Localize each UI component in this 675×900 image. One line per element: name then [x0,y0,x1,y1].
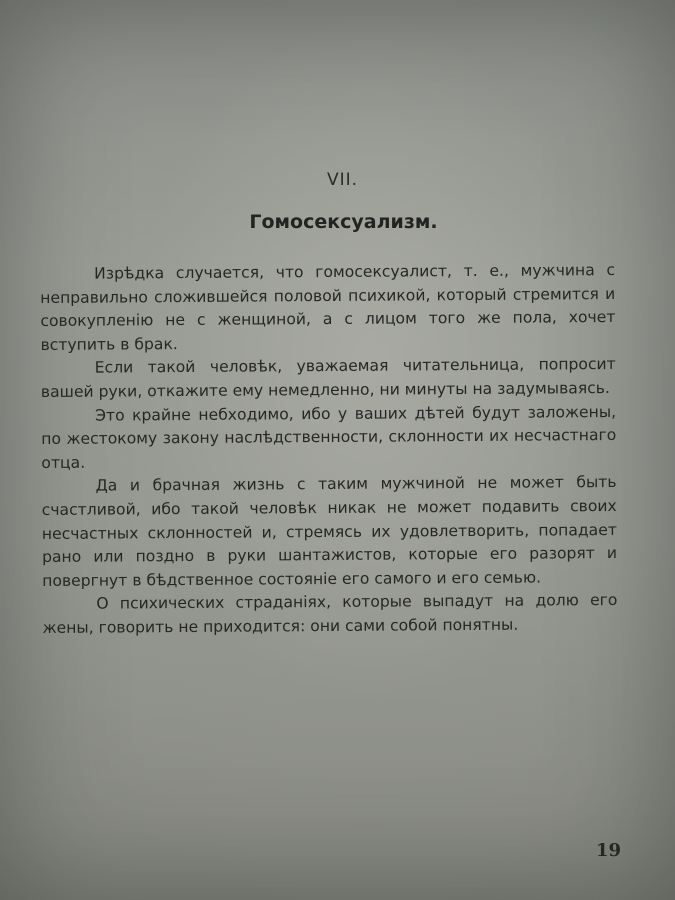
paragraph-4: Да и брачная жизнь с таким мужчиной не может быть счастливой, ибо такой человѣк никак не может подавить своих несчастных склонностей и, стремясь их удовлетворить, попадает рано или поздно в руки шантажистов, которые его разорят и повергнут в бѣдственное состояніе его самого и его семью. [41,473,618,590]
body-text [40,259,618,641]
paragraph-3: Это крайне небходимо, ибо у ваших дѣтей будут заложены, по жестокому закону наслѣдственности, склонности их несчастнаго отца. [41,402,617,472]
paragraph-2: Если такой человѣк, уважаемая читательница, попросит вашей руки, откажите ему немедленно, ни минуты на задумываясь. [40,355,616,401]
chapter-number: VII. [326,170,359,190]
chapter-title: Гомосексуализм. [249,211,438,233]
paragraph-1: Изрѣдка случается, что гомосексуалист, т. е., мужчина с неправильно сложившейся половой психикой, который стремится и совокупленію не с женщиной, а с лицом того же пола, хочет вступить в брак. [40,260,616,354]
page-number: 19 [596,840,622,861]
paragraph-5: О психических страданіях, которые выпадут на долю его жены, говорить не приходится: они сами собой понятны. [42,591,618,637]
